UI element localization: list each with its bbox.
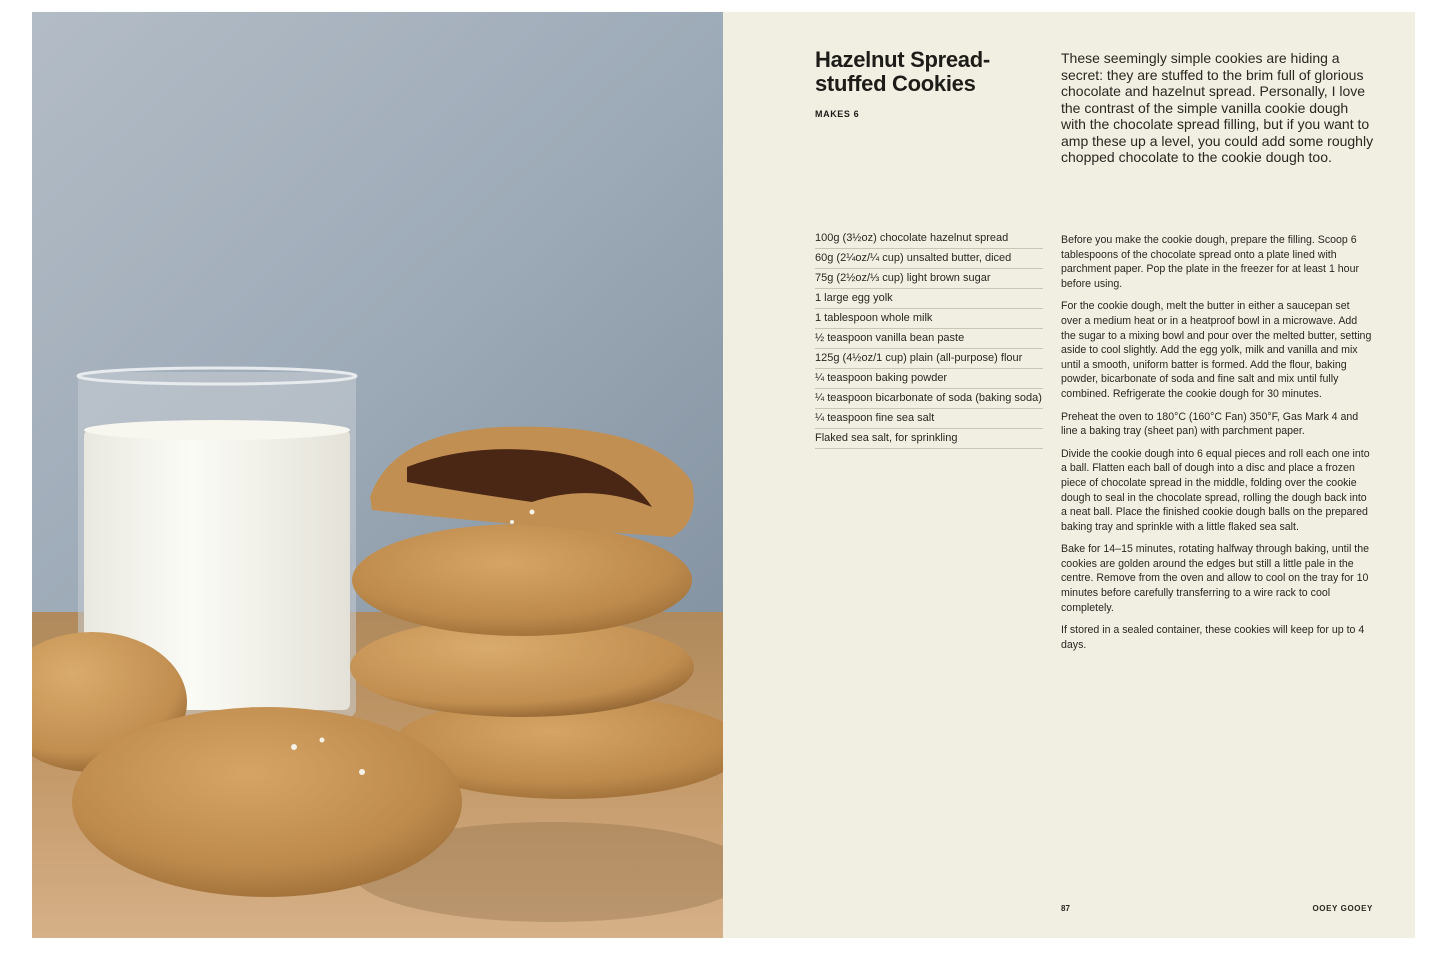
ingredient-item: ¼ teaspoon bicarbonate of soda (baking soda): [815, 389, 1043, 409]
cookie-photo-illustration: [32, 12, 723, 938]
ingredient-item: 60g (2¼oz/¼ cup) unsalted butter, diced: [815, 249, 1043, 269]
recipe-page: [723, 12, 1415, 938]
ingredient-item: ½ teaspoon vanilla bean paste: [815, 329, 1043, 349]
recipe-title: [815, 48, 1045, 96]
cookie-photo: [32, 12, 723, 938]
ingredient-item: 1 tablespoon whole milk: [815, 309, 1043, 329]
ingredient-item: Flaked sea salt, for sprinkling: [815, 429, 1043, 449]
running-head: OOEY GOOEY: [1312, 904, 1373, 913]
recipe-intro: These seemingly simple cookies are hiding a secret: they are stuffed to the brim full of glorious chocolate and hazelnut spread. Personally, I love the contrast of the simple vanilla cookie dough with the chocolate spread filling, but if you want to amp these up a level, you could add some roughly chopped chocolate to the cookie dough too.: [1061, 50, 1374, 165]
page-number: 87: [1061, 904, 1070, 913]
ingredient-item: ¼ teaspoon fine sea salt: [815, 409, 1043, 429]
recipe-title-line-1: Hazelnut Spread-: [815, 47, 990, 72]
ingredient-item: 1 large egg yolk: [815, 289, 1043, 309]
book-spread: [32, 12, 1415, 938]
method-steps: [1061, 233, 1373, 660]
ingredient-item: ¼ teaspoon baking powder: [815, 369, 1043, 389]
method-step: Preheat the oven to 180°C (160°C Fan) 350°F, Gas Mark 4 and line a baking tray (sheet pan) with parchment paper.: [1061, 410, 1359, 438]
method-step: Bake for 14–15 minutes, rotating halfway through baking, until the cookies are golden around the edges but still a little pale in the centre. Remove from the oven and allow to cool on the tray for 10 minutes before carefully transferring to a wire rack to cool completely.: [1061, 543, 1369, 614]
ingredient-list: [815, 229, 1043, 449]
method-step: Divide the cookie dough into 6 equal pieces and roll each one into a ball. Flatten each ball of dough into a disc and place a frozen piece of chocolate spread in the middle, folding over the cookie dough to seal in the chocolate spread, rolling the dough back into a neat ball. Place the finished cookie dough balls on the prepared baking tray and sprinkle with a little flaked sea salt.: [1061, 447, 1370, 533]
recipe-title-line-2: stuffed Cookies: [815, 71, 976, 96]
ingredient-item: 125g (4½oz/1 cup) plain (all-purpose) flour: [815, 349, 1043, 369]
method-step: If stored in a sealed container, these cookies will keep for up to 4 days.: [1061, 624, 1365, 651]
method-step: For the cookie dough, melt the butter in either a saucepan set over a medium heat or in a heatproof bowl in a microwave. Add the sugar to a mixing bowl and pour over the melted butter, setting aside to cool slightly. Add the egg yolk, milk and vanilla and mix until a smooth, uniform batter is formed. Add the flour, baking powder, bicarbonate of soda and fine salt and mix until fully combined. Refrigerate the cookie dough for 30 minutes.: [1061, 300, 1372, 400]
recipe-yield: MAKES 6: [815, 109, 860, 119]
ingredient-item: 100g (3½oz) chocolate hazelnut spread: [815, 229, 1043, 249]
method-step: Before you make the cookie dough, prepare the filling. Scoop 6 tablespoons of the chocolate spread onto a plate lined with parchment paper. Pop the plate in the freezer for at least 1 hour before using.: [1061, 234, 1359, 290]
ingredient-item: 75g (2½oz/⅓ cup) light brown sugar: [815, 269, 1043, 289]
